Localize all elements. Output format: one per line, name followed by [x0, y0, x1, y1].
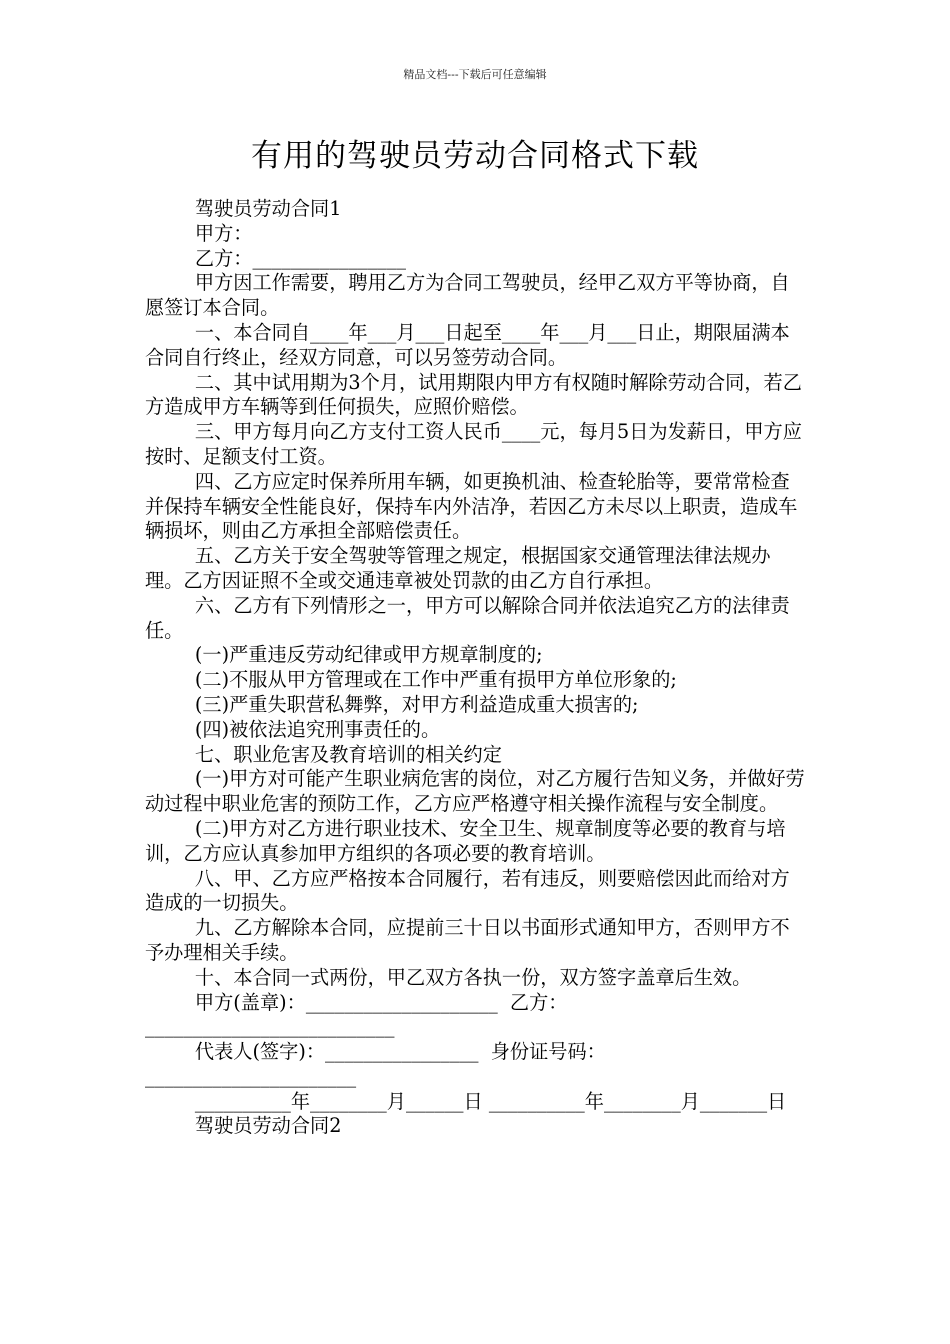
clause-10: 十、本合同一式两份，甲乙双方各执一份，双方签字盖章后生效。: [194, 965, 752, 989]
party-b-label: 乙方：________________: [194, 246, 406, 270]
clause-1: 一、本合同自____年___月___日起至____年___月___日止，期限届满本合同自行终止，经双方同意，可以另签劳动合同。: [145, 320, 790, 369]
signature-representative-line: 代表人(签字)：________________ 身份证号码：______________________: [145, 1040, 606, 1088]
next-contract-heading: 驾驶员劳动合同2: [194, 1114, 342, 1138]
signature-date-line: __________年________月______日 __________年________月_______日: [194, 1089, 787, 1113]
clause-6-item-4: (四)被依法追究刑事责任的。: [194, 717, 441, 741]
clause-2: 二、其中试用期为3个月，试用期限内甲方有权随时解除劳动合同，若乙方造成甲方车辆等到任何损失，应照价赔偿。: [145, 370, 802, 419]
clause-7: 七、职业危害及教育培训的相关约定: [194, 742, 502, 766]
contract-heading: 驾驶员劳动合同1: [194, 197, 342, 220]
header-note: 精品文档---下载后可任意编辑: [403, 68, 547, 81]
preamble: 甲方因工作需要，聘用乙方为合同工驾驶员，经甲乙双方平等协商，自愿签订本合同。: [145, 271, 790, 320]
clause-6: 六、乙方有下列情形之一，甲方可以解除合同并依法追究乙方的法律责任。: [145, 593, 790, 642]
clause-5: 五、乙方关于安全驾驶等管理之规定，根据国家交通管理法律法规办理。乙方因证照不全或交通违章被处罚款的由乙方自行承担。: [145, 544, 771, 592]
clause-9: 九、乙方解除本合同，应提前三十日以书面形式通知甲方，否则甲方不予办理相关手续。: [145, 916, 790, 964]
signature-party-line: 甲方(盖章)：____________________ 乙方：__________________________: [145, 990, 568, 1039]
clause-4: 四、乙方应定时保养所用车辆，如更换机油、检查轮胎等，要常常检查并保持车辆安全性能良好，保持车内外洁净，若因乙方未尽以上职责，造成车辆损坏，则由乙方承担全部赔偿责任。: [145, 469, 798, 543]
clause-3: 三、甲方每月向乙方支付工资人民币____元，每月5日为发薪日，甲方应按时、足额支付工资。: [145, 420, 802, 468]
contract-body: [145, 197, 807, 1139]
party-a-label: 甲方：: [194, 221, 253, 245]
clause-6-item-1: (一)严重违反劳动纪律或甲方规章制度的;: [194, 643, 543, 667]
clause-8: 八、甲、乙方应严格按本合同履行，若有违反，则要赔偿因此而给对方造成的一切损失。: [145, 866, 790, 915]
clause-7-item-1: (一)甲方对可能产生职业病危害的岗位，对乙方履行告知义务，并做好劳动过程中职业危害的预防工作，乙方应严格遵守相关操作流程与安全制度。: [145, 767, 805, 816]
page-title: 有用的驾驶员劳动合同格式下载: [251, 138, 699, 174]
clause-6-item-3: (三)严重失职营私舞弊，对甲方利益造成重大损害的;: [194, 692, 639, 716]
clause-6-item-2: (二)不服从甲方管理或在工作中严重有损甲方单位形象的;: [194, 668, 677, 692]
clause-7-item-2: (二)甲方对乙方进行职业技术、安全卫生、规章制度等必要的教育与培训，乙方应认真参加甲方组织的各项必要的教育培训。: [145, 816, 786, 865]
